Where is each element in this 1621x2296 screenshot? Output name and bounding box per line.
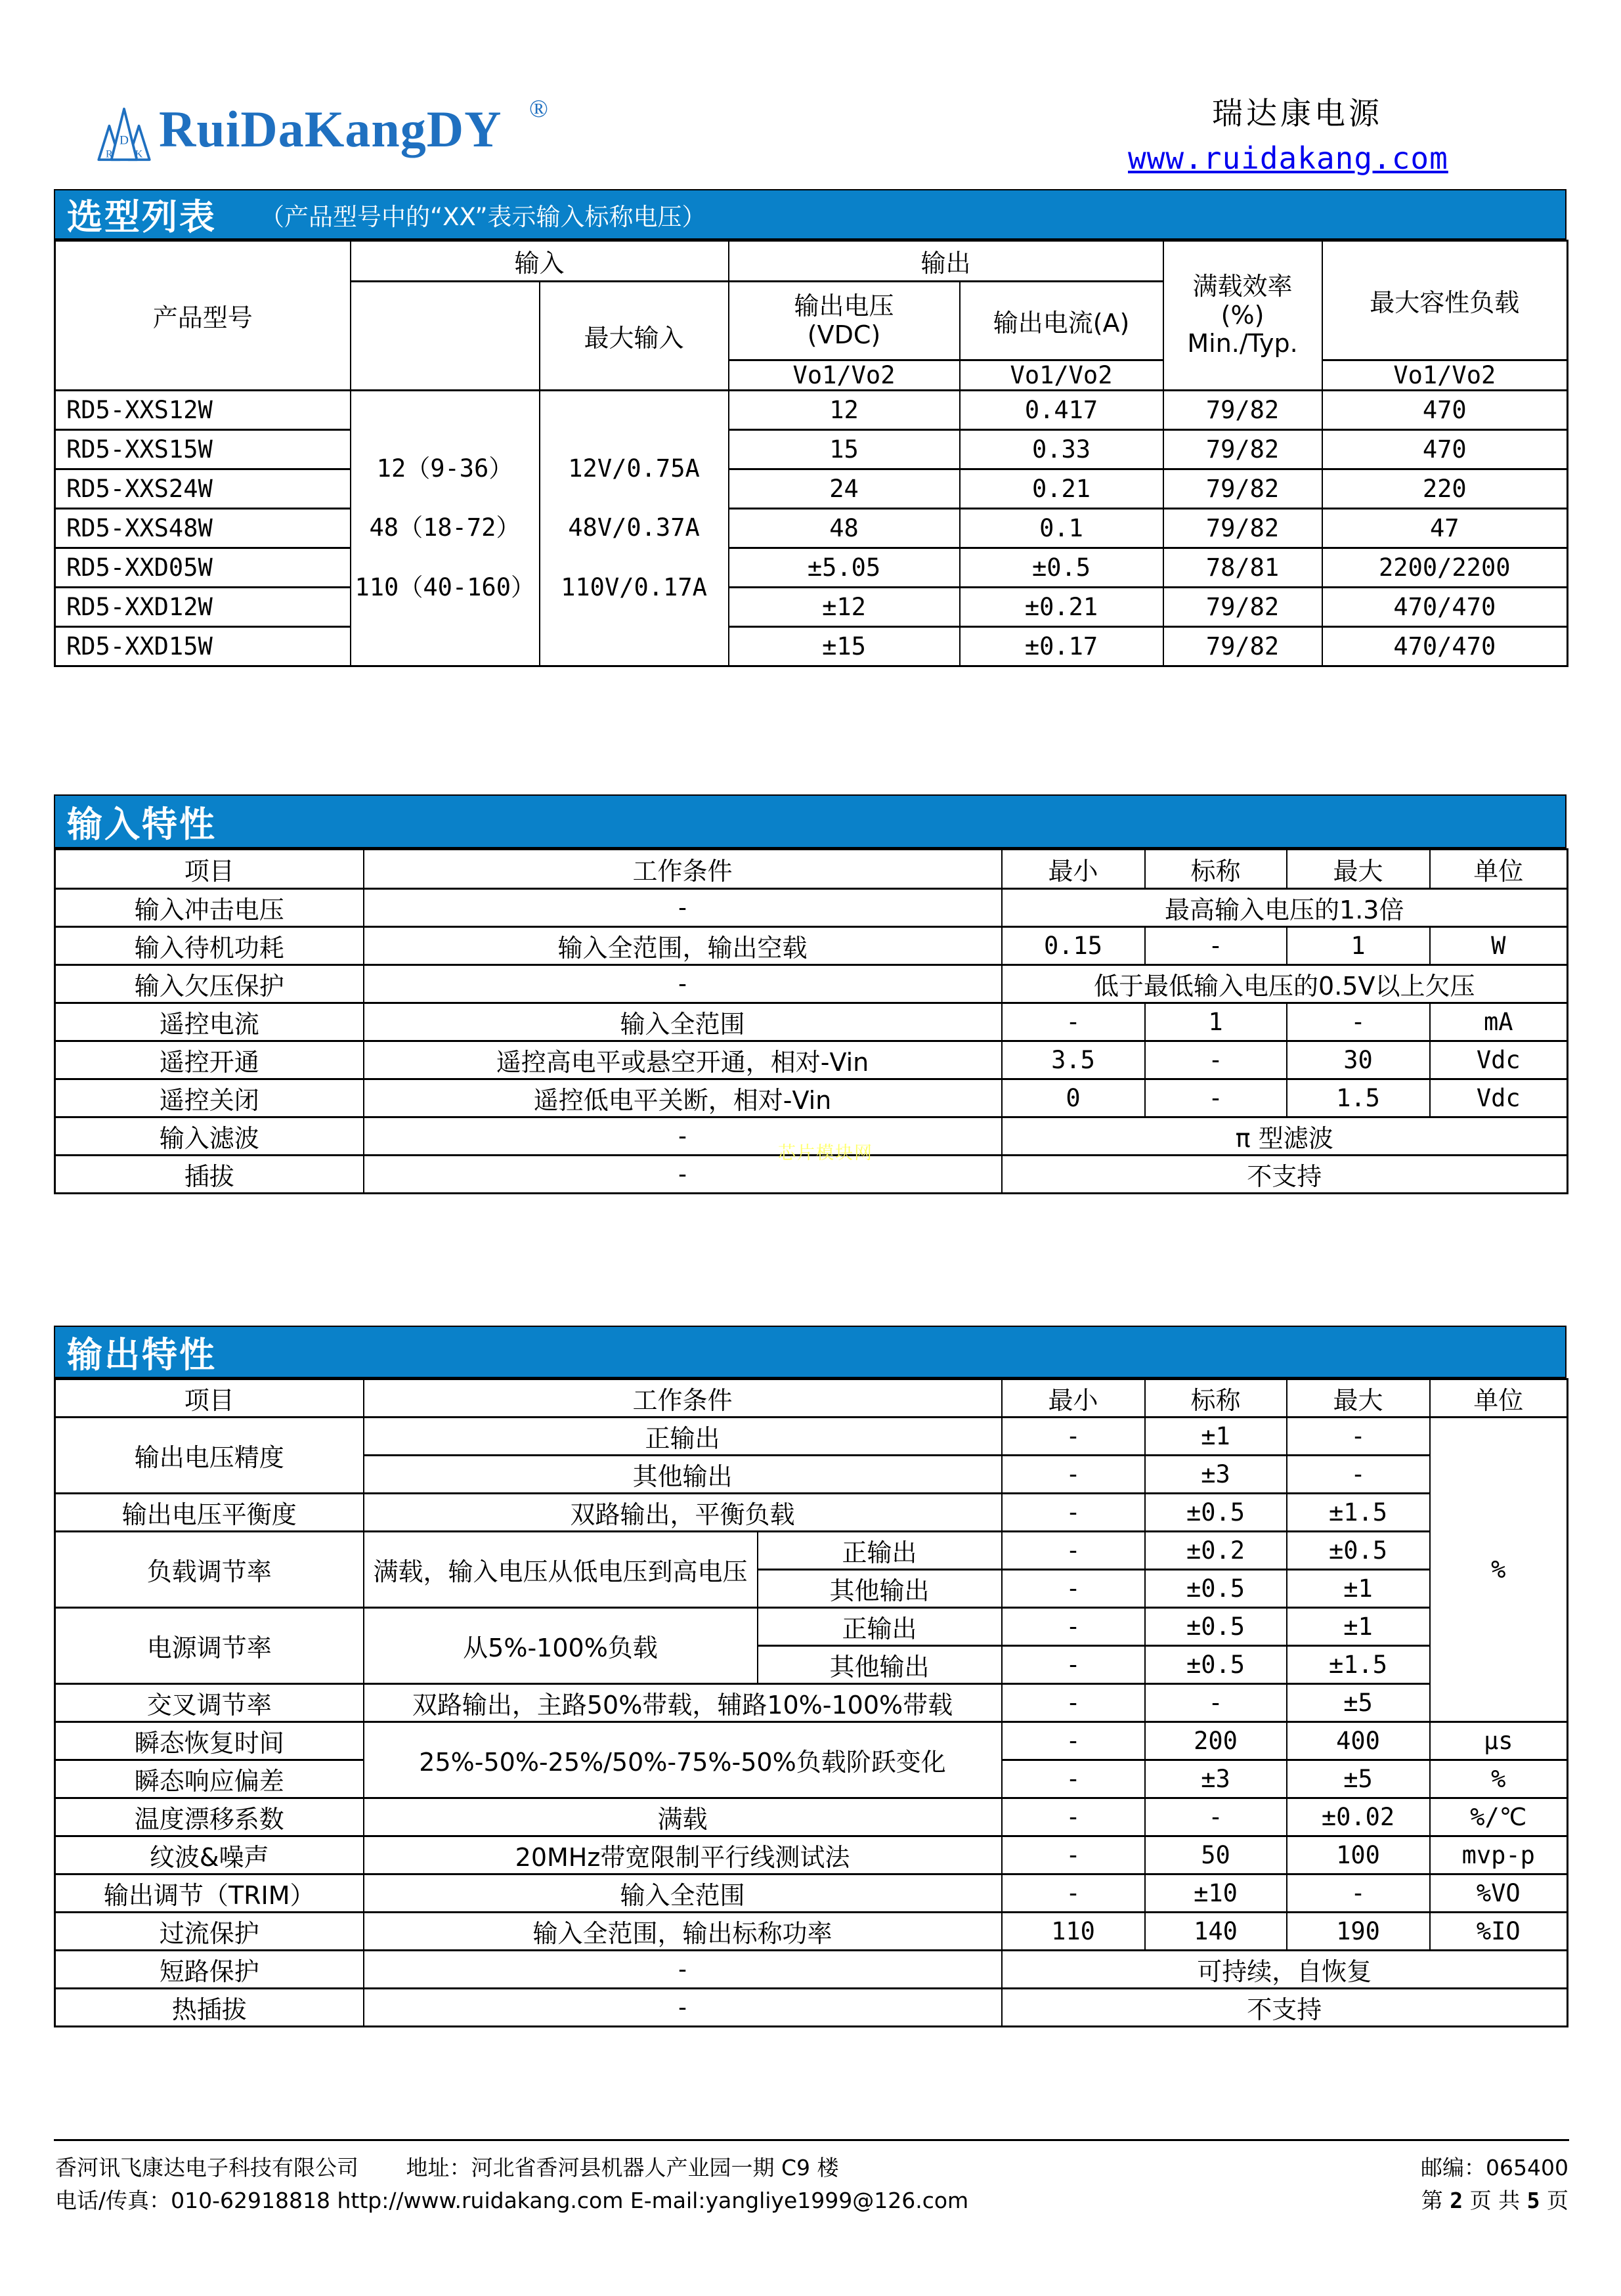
col-header-typ: 标称 xyxy=(1145,850,1287,889)
cond-cell: 双路输出，主路50%带载，辅路10%-100%带载 xyxy=(364,1684,1002,1722)
cond-cell: 遥控高电平或悬空开通，相对-Vin xyxy=(364,1041,1002,1079)
unit-group-cell: % xyxy=(1430,1418,1568,1722)
item-cell: 输出调节（TRIM） xyxy=(55,1874,364,1913)
cell: - xyxy=(1002,1684,1145,1722)
model-cell: RD5-XXD12W xyxy=(55,588,351,627)
item-cell: 交叉调节率 xyxy=(55,1684,364,1722)
unit-cell: W xyxy=(1430,927,1568,965)
model-cell: RD5-XXS48W xyxy=(55,509,351,548)
model-cell: RD5-XXS24W xyxy=(55,469,351,509)
table-row xyxy=(55,391,1568,430)
footer-postcode: 邮编：065400 xyxy=(1421,2155,1568,2180)
unit-cell: μs xyxy=(1430,1722,1568,1760)
max-input-cell xyxy=(540,391,729,666)
cell: ±0.02 xyxy=(1287,1798,1430,1836)
subheader-vo1vo2: Vo1/Vo2 xyxy=(960,360,1163,391)
input-nominal-48: 48（18-72） xyxy=(369,513,521,542)
table-row xyxy=(55,1722,1568,1760)
cond-cell: 输入全范围，输出标称功率 xyxy=(364,1913,1002,1951)
cell: 470 xyxy=(1322,430,1568,469)
cond-cell: - xyxy=(364,1951,1002,1989)
cell: ±0.5 xyxy=(1145,1570,1287,1608)
cond-cell: 满载，输入电压从低电压到高电压 xyxy=(364,1532,758,1608)
cell: - xyxy=(1002,1494,1145,1532)
output-voltage-unit: (VDC) xyxy=(807,320,881,349)
cell: ±1 xyxy=(1287,1570,1430,1608)
cell: 110 xyxy=(1002,1913,1145,1951)
table-row xyxy=(55,588,1568,627)
col-header-max-cap-load: 最大容性负载 xyxy=(1322,241,1568,360)
cell: ±0.5 xyxy=(960,548,1163,588)
subheader-vo1vo2: Vo1/Vo2 xyxy=(729,360,960,391)
cell: 2200/2200 xyxy=(1322,548,1568,588)
cell: - xyxy=(1002,1874,1145,1913)
table-row xyxy=(55,1989,1568,2027)
table-row xyxy=(55,1418,1568,1456)
merged-value-cell: 低于最低输入电压的0.5V以上欠压 xyxy=(1002,965,1568,1003)
cell: 200 xyxy=(1145,1722,1287,1760)
cond-cell: 从5%-100%负载 xyxy=(364,1608,758,1684)
cell: - xyxy=(1002,1836,1145,1874)
table-row xyxy=(55,1951,1568,1989)
col-header-min: 最小 xyxy=(1002,850,1145,889)
table-row xyxy=(55,548,1568,588)
cell: - xyxy=(1002,1760,1145,1798)
cell: ±5.05 xyxy=(729,548,960,588)
merged-value-cell: 可持续，自恢复 xyxy=(1002,1951,1568,1989)
cell: 190 xyxy=(1287,1913,1430,1951)
col-header-max: 最大 xyxy=(1287,1379,1430,1418)
cell: 79/82 xyxy=(1163,588,1322,627)
cond-cell: 输入全范围 xyxy=(364,1003,1002,1041)
cell: 3.5 xyxy=(1002,1041,1145,1079)
model-cell: RD5-XXS15W xyxy=(55,430,351,469)
cell: ±0.2 xyxy=(1145,1532,1287,1570)
sub-cond-cell: 正输出 xyxy=(758,1532,1002,1570)
merged-value-cell: 不支持 xyxy=(1002,1989,1568,2027)
cell: ±15 xyxy=(729,627,960,666)
unit-cell: mA xyxy=(1430,1003,1568,1041)
cell: 79/82 xyxy=(1163,430,1322,469)
section-title: 输出特性 xyxy=(67,1333,217,1375)
footer-address: 地址：河北省香河县机器人产业园一期 C9 楼 xyxy=(406,2155,839,2180)
cell: - xyxy=(1002,1722,1145,1760)
logo-letter-r: R xyxy=(106,148,113,160)
cell: ±1 xyxy=(1287,1608,1430,1646)
cell: 79/82 xyxy=(1163,509,1322,548)
cell: 0.1 xyxy=(960,509,1163,548)
cell: ±5 xyxy=(1287,1684,1430,1722)
efficiency-line2: (%) xyxy=(1221,300,1264,330)
cell: - xyxy=(1287,1418,1430,1456)
unit-cell: %/℃ xyxy=(1430,1798,1568,1836)
item-cell: 遥控关闭 xyxy=(55,1079,364,1117)
cell: ±0.21 xyxy=(960,588,1163,627)
cell: - xyxy=(1002,1646,1145,1684)
col-header-item: 项目 xyxy=(55,850,364,889)
cell: 470 xyxy=(1322,391,1568,430)
cell: - xyxy=(1145,1798,1287,1836)
page-number: 2 xyxy=(1450,2188,1463,2213)
cell: 140 xyxy=(1145,1913,1287,1951)
col-header-model: 产品型号 xyxy=(55,241,351,391)
footer-contact: 电话/传真：010-62918818 http://www.ruidakang.com E-mail:yangliye1999@126.com xyxy=(55,2188,969,2213)
cell: ±0.5 xyxy=(1287,1532,1430,1570)
cell: 78/81 xyxy=(1163,548,1322,588)
merged-value-cell: π 型滤波 xyxy=(1002,1117,1568,1156)
page-pre: 第 xyxy=(1421,2188,1443,2213)
cell: 47 xyxy=(1322,509,1568,548)
table-row xyxy=(55,1494,1568,1532)
item-cell: 过流保护 xyxy=(55,1913,364,1951)
col-header-unit: 单位 xyxy=(1430,850,1568,889)
col-header-min: 最小 xyxy=(1002,1379,1145,1418)
cell: ±3 xyxy=(1145,1760,1287,1798)
cell: ±0.5 xyxy=(1145,1646,1287,1684)
item-cell: 输入滤波 xyxy=(55,1117,364,1156)
subheader-vo1vo2: Vo1/Vo2 xyxy=(1322,360,1568,391)
unit-cell: %IO xyxy=(1430,1913,1568,1951)
cell: 79/82 xyxy=(1163,391,1322,430)
cond-cell: 输入全范围 xyxy=(364,1874,1002,1913)
cell: 15 xyxy=(729,430,960,469)
table-row xyxy=(55,1532,1568,1570)
cell: 0.33 xyxy=(960,430,1163,469)
max-input-48: 48V/0.37A xyxy=(568,513,700,542)
table-row xyxy=(55,1608,1568,1646)
cell: - xyxy=(1145,1041,1287,1079)
cond-cell: - xyxy=(364,889,1002,927)
table-row xyxy=(55,627,1568,666)
footer-company: 香河讯飞康达电子科技有限公司 xyxy=(55,2155,358,2180)
input-nominal-12: 12（9-36） xyxy=(376,454,513,483)
cell: 24 xyxy=(729,469,960,509)
cell: 79/82 xyxy=(1163,627,1322,666)
company-logo-icon xyxy=(96,106,152,162)
website-link[interactable]: www.ruidakang.com xyxy=(1128,141,1448,176)
cell: ±10 xyxy=(1145,1874,1287,1913)
cell: 1 xyxy=(1145,1003,1287,1041)
cell: 30 xyxy=(1287,1041,1430,1079)
cell: ±0.17 xyxy=(960,627,1163,666)
max-input-110: 110V/0.17A xyxy=(561,573,707,601)
cond-cell: 双路输出，平衡负载 xyxy=(364,1494,1002,1532)
item-cell: 温度漂移系数 xyxy=(55,1798,364,1836)
watermark: 芯片模块网 xyxy=(778,1143,873,1163)
table-row xyxy=(55,1041,1568,1079)
unit-cell: Vdc xyxy=(1430,1041,1568,1079)
table-row xyxy=(55,927,1568,965)
unit-cell: %VO xyxy=(1430,1874,1568,1913)
col-header-max: 最大 xyxy=(1287,850,1430,889)
cell: ±12 xyxy=(729,588,960,627)
table-row xyxy=(55,469,1568,509)
col-header-typ: 标称 xyxy=(1145,1379,1287,1418)
col-header-input: 输入 xyxy=(351,241,729,282)
cell: ±3 xyxy=(1145,1456,1287,1494)
cell: 12 xyxy=(729,391,960,430)
table-row xyxy=(55,430,1568,469)
cell: 48 xyxy=(729,509,960,548)
cell: - xyxy=(1287,1003,1430,1041)
cell: ±0.5 xyxy=(1145,1494,1287,1532)
cond-cell: - xyxy=(364,1117,1002,1156)
merged-value-cell: 最高输入电压的1.3倍 xyxy=(1002,889,1568,927)
output-voltage-label: 输出电压 xyxy=(794,291,894,320)
cell: 79/82 xyxy=(1163,469,1322,509)
cond-cell: - xyxy=(364,1156,1002,1194)
cell: ±0.5 xyxy=(1145,1608,1287,1646)
section-bar-selection xyxy=(54,189,1567,240)
cond-cell: 遥控低电平关断，相对-Vin xyxy=(364,1079,1002,1117)
item-cell: 瞬态恢复时间 xyxy=(55,1722,364,1760)
cell: - xyxy=(1002,1418,1145,1456)
table-row xyxy=(55,1913,1568,1951)
table-row xyxy=(55,509,1568,548)
cell: - xyxy=(1002,1570,1145,1608)
col-header-cond: 工作条件 xyxy=(364,1379,1002,1418)
cond-cell: - xyxy=(364,1989,1002,2027)
cell: ±1 xyxy=(1145,1418,1287,1456)
section-title: 选型列表 xyxy=(67,196,217,238)
cell: 50 xyxy=(1145,1836,1287,1874)
cell: 470/470 xyxy=(1322,627,1568,666)
item-cell: 负载调节率 xyxy=(55,1532,364,1608)
item-cell: 纹波&噪声 xyxy=(55,1836,364,1874)
item-cell: 电源调节率 xyxy=(55,1608,364,1684)
input-nominal-110: 110（40-160） xyxy=(355,573,535,601)
cell: - xyxy=(1287,1874,1430,1913)
item-cell: 输出电压精度 xyxy=(55,1418,364,1494)
cell: ±5 xyxy=(1287,1760,1430,1798)
col-header-max-input: 最大输入 xyxy=(540,282,729,391)
model-cell: RD5-XXS12W xyxy=(55,391,351,430)
cell: 470/470 xyxy=(1322,588,1568,627)
cell: 0 xyxy=(1002,1079,1145,1117)
cell: - xyxy=(1145,1079,1287,1117)
unit-cell: Vdc xyxy=(1430,1079,1568,1117)
cond-cell: 输入全范围，输出空载 xyxy=(364,927,1002,965)
table-row xyxy=(55,889,1568,927)
cell: 400 xyxy=(1287,1722,1430,1760)
cell: - xyxy=(1002,1456,1145,1494)
cell: 1.5 xyxy=(1287,1079,1430,1117)
registered-trademark-icon: ® xyxy=(529,95,548,123)
col-header-cond: 工作条件 xyxy=(364,850,1002,889)
item-cell: 输入欠压保护 xyxy=(55,965,364,1003)
col-header-output: 输出 xyxy=(729,241,1163,282)
output-chars-table xyxy=(54,1378,1568,2027)
selection-table xyxy=(54,240,1568,667)
cell: - xyxy=(1145,927,1287,965)
cell: ±1.5 xyxy=(1287,1494,1430,1532)
section-bar-input-chars xyxy=(54,794,1567,848)
item-cell: 遥控开通 xyxy=(55,1041,364,1079)
col-header-unit: 单位 xyxy=(1430,1379,1568,1418)
item-cell: 插拔 xyxy=(55,1156,364,1194)
cell: 100 xyxy=(1287,1836,1430,1874)
cell: - xyxy=(1002,1608,1145,1646)
sub-cond-cell: 正输出 xyxy=(758,1608,1002,1646)
cond-cell: 满载 xyxy=(364,1798,1002,1836)
table-row xyxy=(55,1836,1568,1874)
item-cell: 输出电压平衡度 xyxy=(55,1494,364,1532)
col-header-item: 项目 xyxy=(55,1379,364,1418)
table-row xyxy=(55,1874,1568,1913)
section-bar-output-chars xyxy=(54,1326,1567,1378)
input-nominal-cell xyxy=(351,391,540,666)
efficiency-line1: 满载效率 xyxy=(1192,271,1293,301)
unit-cell: mvp-p xyxy=(1430,1836,1568,1874)
sub-cond-cell: 其他输出 xyxy=(758,1646,1002,1684)
page-mid: 页 共 xyxy=(1469,2188,1521,2213)
table-row xyxy=(55,1798,1568,1836)
unit-cell: % xyxy=(1430,1760,1568,1798)
item-cell: 输入待机功耗 xyxy=(55,927,364,965)
cell: 0.21 xyxy=(960,469,1163,509)
footer-divider xyxy=(54,2139,1569,2141)
page-suf: 页 xyxy=(1547,2188,1568,2213)
logo-letter-d: D xyxy=(119,133,129,148)
table-row xyxy=(55,1079,1568,1117)
col-header-input-nominal xyxy=(351,282,540,391)
table-row xyxy=(55,1684,1568,1722)
table-row xyxy=(55,965,1568,1003)
table-row xyxy=(55,1003,1568,1041)
cell: 220 xyxy=(1322,469,1568,509)
page-total: 5 xyxy=(1526,2188,1540,2213)
section-title: 输入特性 xyxy=(67,803,217,845)
cell: - xyxy=(1002,1532,1145,1570)
cond-cell: 25%-50%-25%/50%-75%-50%负载阶跃变化 xyxy=(364,1722,1002,1798)
model-cell: RD5-XXD05W xyxy=(55,548,351,588)
footer-company-address xyxy=(55,2151,839,2182)
company-name: 瑞达康电源 xyxy=(1212,96,1383,132)
cond-cell: 正输出 xyxy=(364,1418,1002,1456)
item-cell: 遥控电流 xyxy=(55,1003,364,1041)
cell: 0.15 xyxy=(1002,927,1145,965)
sub-cond-cell: 其他输出 xyxy=(758,1570,1002,1608)
cond-cell: 20MHz带宽限制平行线测试法 xyxy=(364,1836,1002,1874)
col-header-output-current: 输出电流(A) xyxy=(960,282,1163,360)
item-cell: 短路保护 xyxy=(55,1951,364,1989)
model-cell: RD5-XXD15W xyxy=(55,627,351,666)
col-header-efficiency xyxy=(1163,241,1322,391)
col-header-output-voltage xyxy=(729,282,960,360)
section-note: （产品型号中的“XX”表示输入标称电压） xyxy=(260,202,706,231)
item-cell: 热插拔 xyxy=(55,1989,364,2027)
cell: ±1.5 xyxy=(1287,1646,1430,1684)
cond-cell: - xyxy=(364,965,1002,1003)
cell: - xyxy=(1002,1798,1145,1836)
merged-value-cell: 不支持 xyxy=(1002,1156,1568,1194)
max-input-12: 12V/0.75A xyxy=(568,454,700,483)
cell: - xyxy=(1145,1684,1287,1722)
logo-wordmark: RuiDaKangDY xyxy=(159,100,502,158)
footer-page-indicator xyxy=(1421,2184,1568,2215)
cell: - xyxy=(1287,1456,1430,1494)
cell: 1 xyxy=(1287,927,1430,965)
cell: - xyxy=(1002,1003,1145,1041)
item-cell: 瞬态响应偏差 xyxy=(55,1760,364,1798)
efficiency-line3: Min./Typ. xyxy=(1187,329,1298,358)
cond-cell: 其他输出 xyxy=(364,1456,1002,1494)
logo-letter-k: K xyxy=(135,148,143,160)
item-cell: 输入冲击电压 xyxy=(55,889,364,927)
cell: 0.417 xyxy=(960,391,1163,430)
